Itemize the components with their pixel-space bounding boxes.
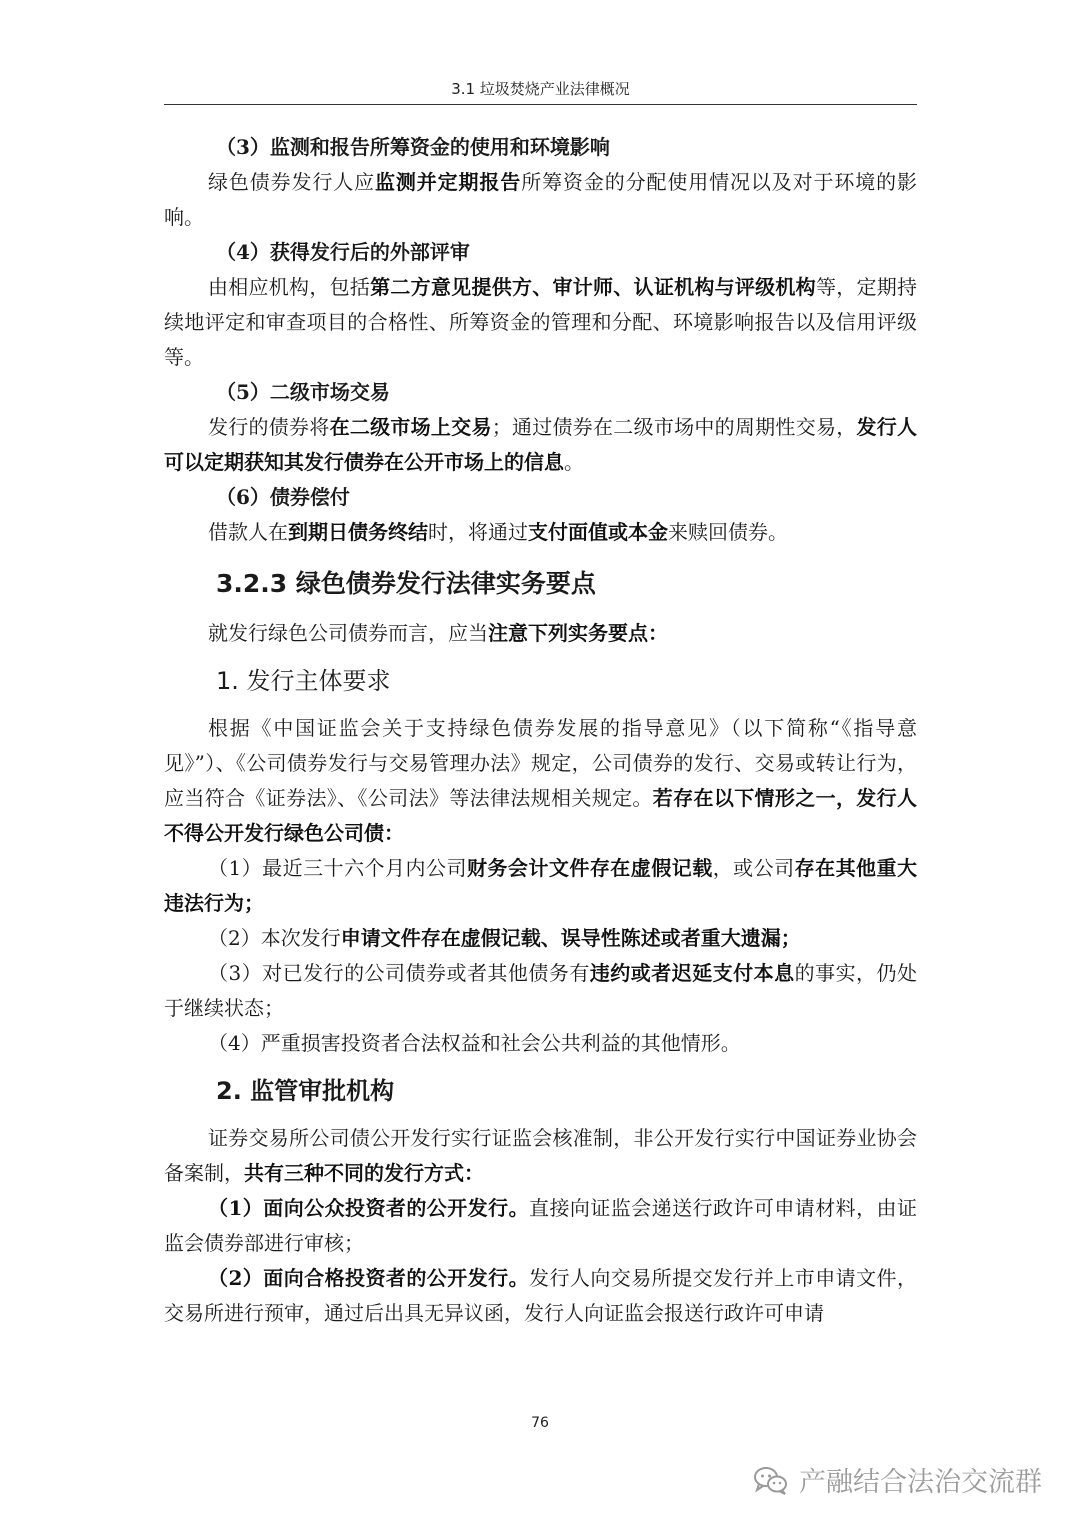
emphasis-text: 注意下列实务要点： [488, 621, 668, 645]
paragraph-text: （3）对已发行的公司债券或者其他债务有 [208, 961, 590, 985]
emphasis-text: 申请文件存在虚假记载、误导性陈述或者重大遗漏； [340, 926, 801, 950]
paragraph [164, 1191, 917, 1261]
emphasis-text: 存在其他重大违法行为； [164, 856, 918, 915]
emphasis-text: 财务会计文件存在虚假记载 [466, 856, 713, 880]
paragraph-text: 绿色债券发行人应 [208, 170, 376, 194]
paragraph-text: 来赎回债券。 [668, 520, 788, 544]
paragraph-text: ，或公司 [712, 856, 795, 880]
emphasis-text: （2）面向合格投资者的公开发行。 [208, 1266, 530, 1290]
paragraph [164, 270, 917, 375]
paragraph-text: 根据《中国证监会关于支持绿色债券发展的指导意见》（以下简称“《指导意见》”）、《公司债券发行与交易管理办法》规定，公司债券的发行、交易或转让行为，应当符合《证券法》、《公司法》等法律法规相关规定。 [164, 716, 917, 810]
subsection-heading: 2. 监管审批机构 [216, 1077, 395, 1105]
paragraph-text: （1）最近三十六个月内公司 [208, 856, 467, 880]
section-heading: 3.2.3 绿色债券发行法律实务要点 [216, 569, 596, 598]
header-rule [164, 104, 917, 105]
paragraph-text: 的事实，仍处于继续状态； [164, 961, 918, 1020]
item-title: （3）监测和报告所筹资金的使用和环境影响 [216, 135, 610, 159]
paragraph-text: 所筹资金的分配使用情况以及对于环境的影响。 [164, 170, 918, 229]
paragraph [164, 410, 917, 480]
emphasis-text: 违约或者迟延支付本息 [589, 961, 795, 985]
paragraph-text: （4）严重损害投资者合法权益和社会公共利益的其他情形。 [208, 1031, 741, 1055]
wechat-icon [753, 1465, 789, 1495]
paragraph-text: 。 [564, 450, 584, 474]
emphasis-text: 第二方意见提供方、审计师、认证机构与评级机构 [370, 275, 816, 299]
watermark-text: 产融结合法治交流群 [799, 1467, 1042, 1498]
emphasis-text: 共有三种不同的发行方式： [244, 1161, 484, 1185]
emphasis-text: 到期日债务终结 [288, 520, 428, 544]
paragraph [164, 1026, 917, 1061]
paragraph-text: 由相应机构，包括 [208, 275, 371, 299]
running-header: 3.1 垃圾焚烧产业法律概况 [451, 80, 630, 98]
item-title: （5）二级市场交易 [216, 380, 390, 404]
paragraph [164, 711, 917, 851]
paragraph-text: （2）本次发行 [208, 926, 341, 950]
emphasis-text: 发行人可以定期获知其发行债券在公开市场上的信息 [164, 415, 918, 474]
paragraph-text: 借款人在 [208, 520, 288, 544]
paragraph-text: 就发行绿色公司债券而言，应当 [208, 621, 488, 645]
paragraph-text: 等，定期持续地评定和审查项目的合格性、所筹资金的管理和分配、环境影响报告以及信用评级等。 [164, 275, 918, 369]
paragraph [164, 616, 917, 651]
paragraph [164, 515, 917, 550]
emphasis-text: 若存在以下情形之一，发行人不得公开发行绿色公司债： [164, 786, 918, 845]
item-title: （6）债券偿付 [216, 485, 350, 509]
paragraph-text: 发行的债券将 [208, 415, 330, 439]
paragraph [164, 851, 917, 921]
emphasis-text: （1）面向公众投资者的公开发行。 [208, 1196, 530, 1220]
paragraph [164, 1261, 917, 1331]
paragraph-text: 发行人向交易所提交发行并上市申请文件，交易所进行预审，通过后出具无异议函，发行人向证监会报送行政许可申请 [164, 1266, 917, 1325]
paragraph-text: ；通过债券在二级市场中的周期性交易， [491, 415, 857, 439]
item-title: （4）获得发行后的外部评审 [216, 240, 470, 264]
paragraph [164, 1121, 917, 1191]
paragraph-text: 直接向证监会递送行政许可申请材料，由证监会债券部进行审核； [164, 1196, 917, 1255]
body-content [164, 130, 917, 1331]
paragraph-text: 时，将通过 [428, 520, 528, 544]
watermark [753, 1460, 1042, 1499]
subsection-heading: 1. 发行主体要求 [216, 667, 391, 695]
page-number: 76 [531, 1415, 549, 1431]
paragraph [164, 165, 917, 235]
paragraph-text: 证券交易所公司债公开发行实行证监会核准制，非公开发行实行中国证券业协会备案制， [164, 1126, 917, 1185]
paragraph [164, 921, 917, 956]
emphasis-text: 监测并定期报告 [375, 170, 522, 194]
paragraph [164, 956, 917, 1026]
emphasis-text: 支付面值或本金 [528, 520, 668, 544]
emphasis-text: 在二级市场上交易 [329, 415, 492, 439]
